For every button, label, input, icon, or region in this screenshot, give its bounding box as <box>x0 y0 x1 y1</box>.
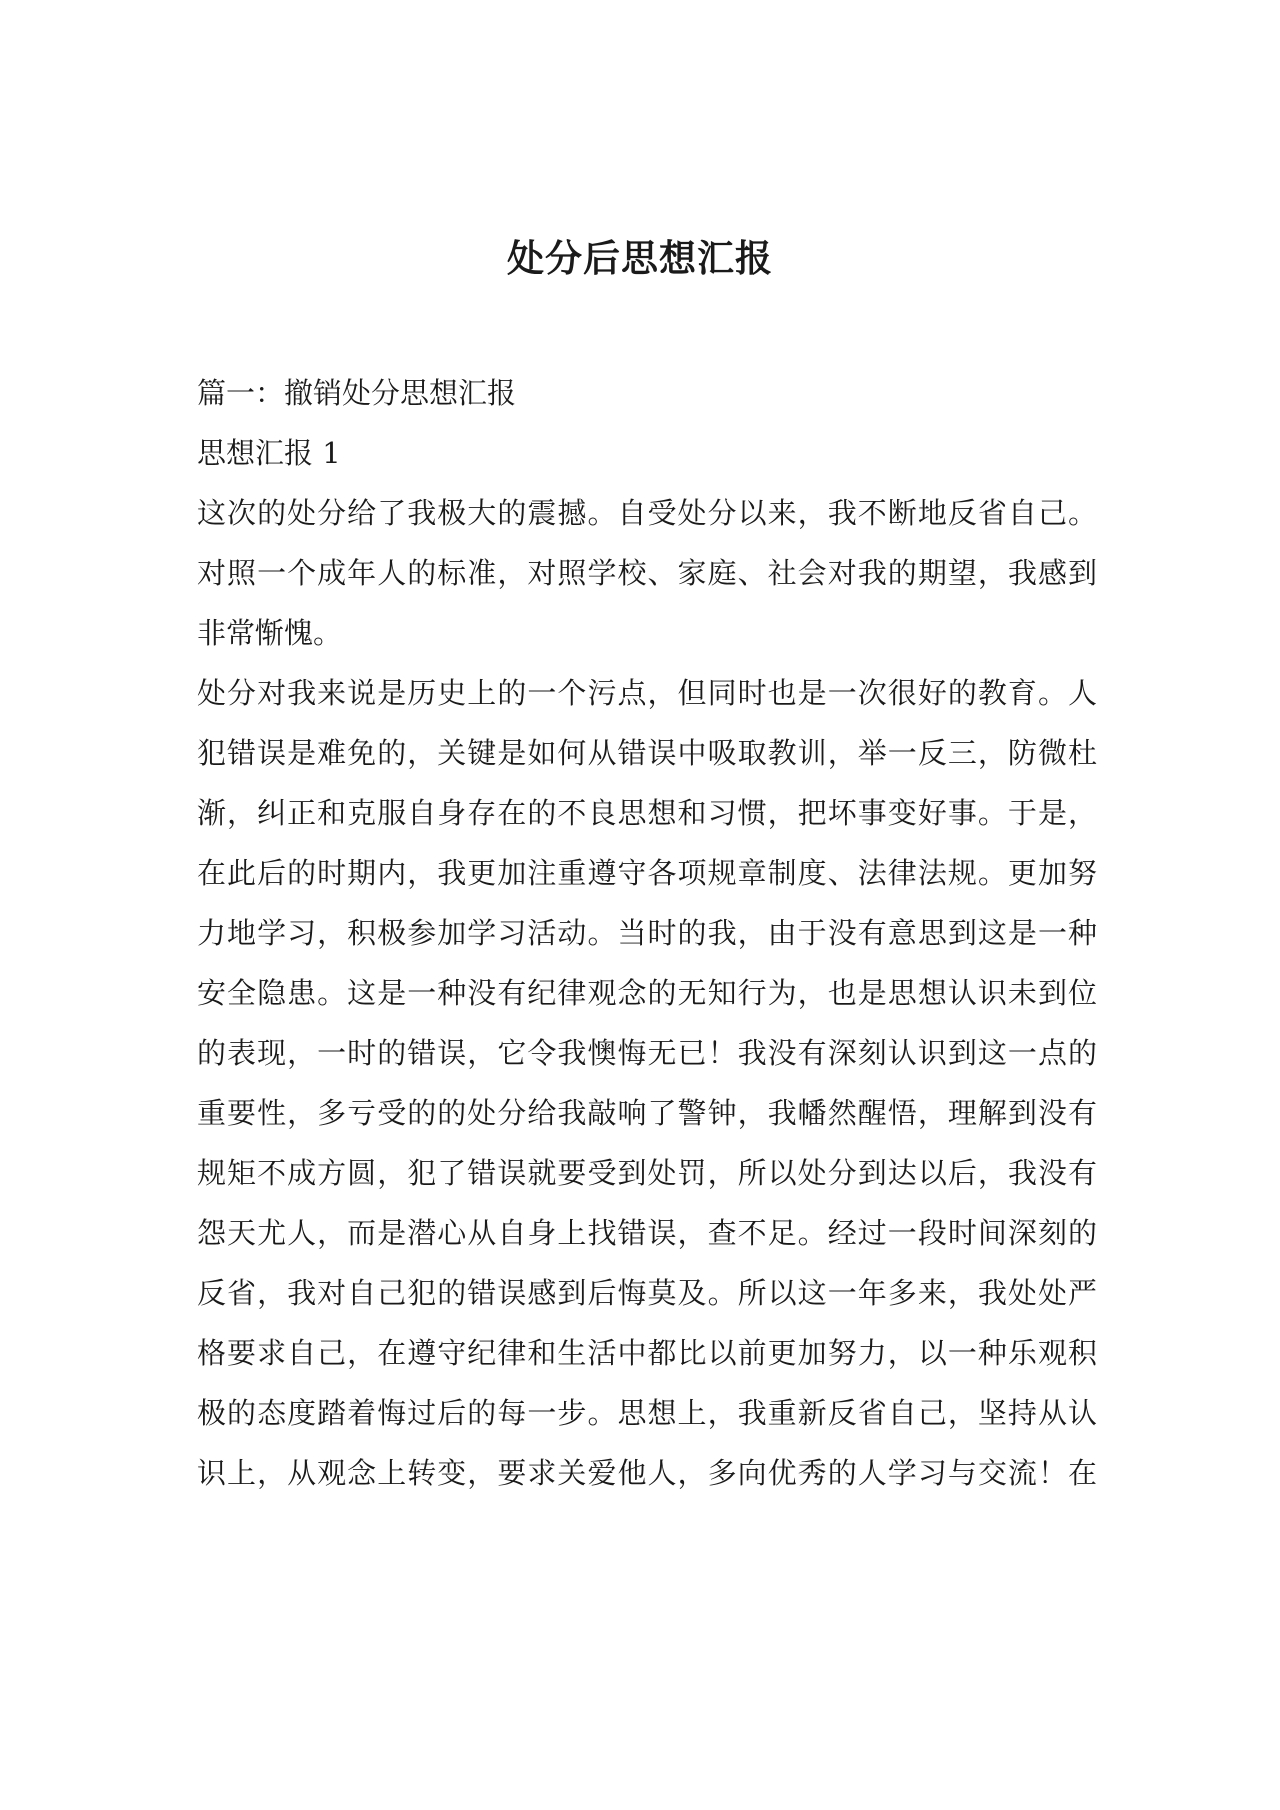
paragraph-line: 极的态度踏着悔过后的每一步。思想上，我重新反省自己，坚持从认 <box>197 1396 1097 1430</box>
paragraph-line: 格要求自己，在遵守纪律和生活中都比以前更加努力，以一种乐观积 <box>197 1336 1097 1370</box>
paragraph-line: 犯错误是难免的，关键是如何从错误中吸取教训，举一反三，防微杜 <box>197 736 1097 770</box>
paragraph-line: 在此后的时期内，我更加注重遵守各项规章制度、法律法规。更加努 <box>197 856 1097 890</box>
paragraph-line: 渐，纠正和克服自身存在的不良思想和习惯，把坏事变好事。于是， <box>197 796 1097 830</box>
paragraph-line: 对照一个成年人的标准，对照学校、家庭、社会对我的期望，我感到 <box>197 556 1097 590</box>
paragraph-line: 识上，从观念上转变，要求关爱他人，多向优秀的人学习与交流！在 <box>197 1456 1097 1490</box>
paragraph-line: 非常惭愧。 <box>197 616 343 650</box>
section-heading: 篇一：撤销处分思想汇报 <box>197 376 517 410</box>
document-body <box>197 363 1097 1503</box>
paragraph-line: 安全隐患。这是一种没有纪律观念的无知行为，也是思想认识未到位 <box>197 976 1097 1010</box>
paragraph-line: 怨天尤人，而是潜心从自身上找错误，查不足。经过一段时间深刻的 <box>197 1216 1097 1250</box>
paragraph-line: 的表现，一时的错误，它令我懊悔无已！我没有深刻认识到这一点的 <box>197 1036 1097 1070</box>
paragraph-1 <box>197 483 1097 663</box>
paragraph-line: 这次的处分给了我极大的震撼。自受处分以来，我不断地反省自己。 <box>197 496 1097 530</box>
paragraph-line: 处分对我来说是历史上的一个污点，但同时也是一次很好的教育。人 <box>197 676 1097 710</box>
paragraph-line: 规矩不成方圆，犯了错误就要受到处罚，所以处分到达以后，我没有 <box>197 1156 1097 1190</box>
paragraph-line: 力地学习，积极参加学习活动。当时的我，由于没有意思到这是一种 <box>197 916 1097 950</box>
paragraph-line: 反省，我对自己犯的错误感到后悔莫及。所以这一年多来，我处处严 <box>197 1276 1097 1310</box>
sub-heading: 思想汇报 1 <box>197 436 341 470</box>
paragraph-2 <box>197 663 1097 1503</box>
paragraph-line: 重要性，多亏受的的处分给我敲响了警钟，我幡然醒悟，理解到没有 <box>197 1096 1097 1130</box>
document-title: 处分后思想汇报 <box>507 236 773 280</box>
